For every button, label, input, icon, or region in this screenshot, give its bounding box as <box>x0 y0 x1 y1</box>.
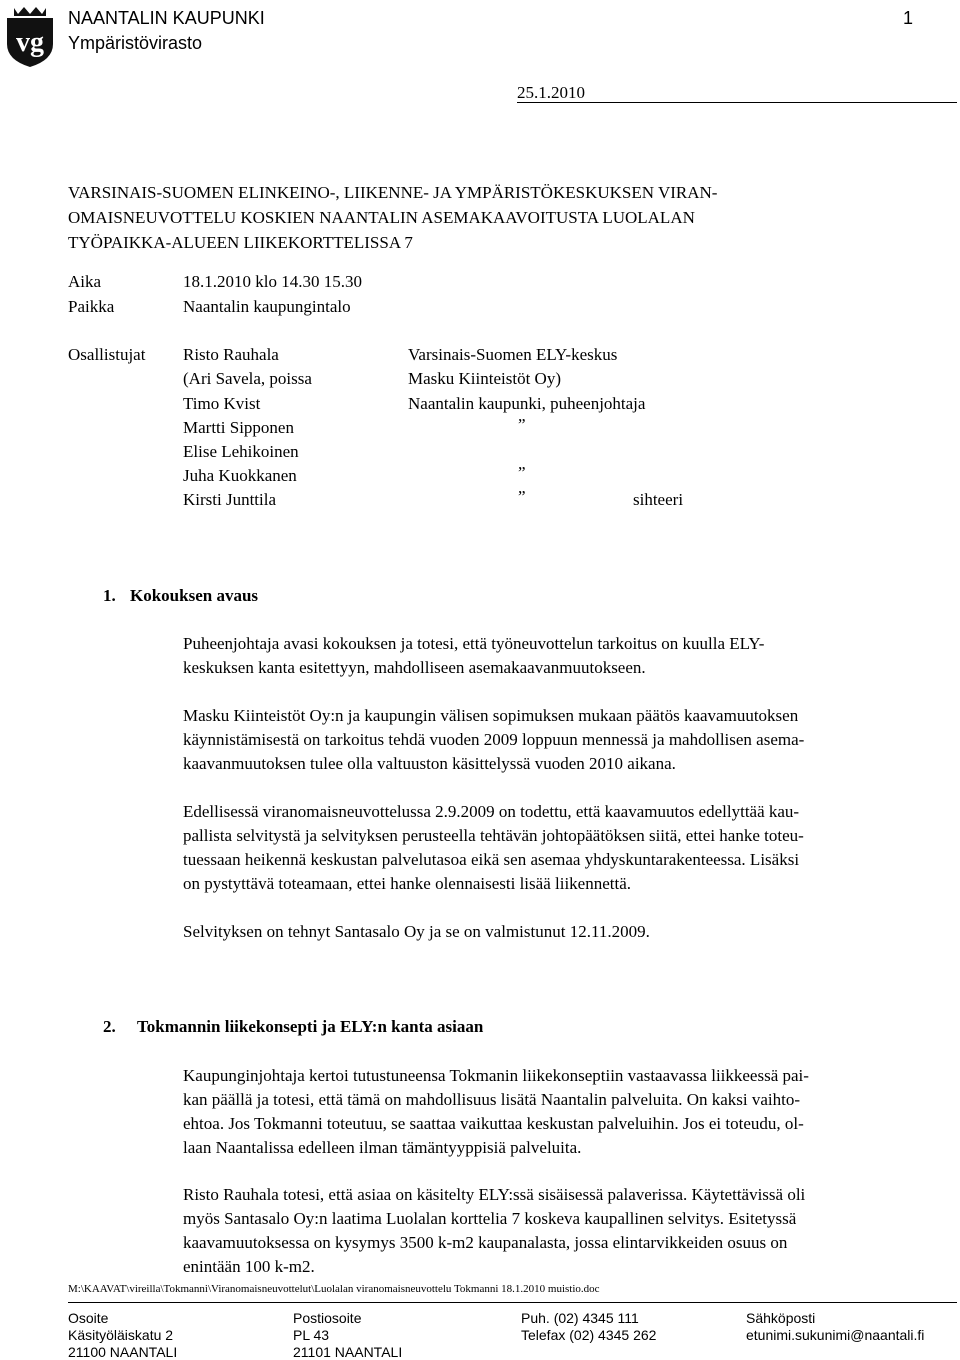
time-label: Aika <box>68 272 102 291</box>
text-line: on pystyttävä toteamaan, ettei hanke olennaisesti lisää liikennettä. <box>183 874 631 893</box>
participant-org: Naantalin kaupunki, puheenjohtaja <box>408 394 646 413</box>
footer-fax: Telefax (02) 4345 262 <box>521 1327 657 1343</box>
footer-address-line: 21100 NAANTALI <box>68 1344 178 1360</box>
section-number: 1. <box>103 586 116 605</box>
title-line: VARSINAIS-SUOMEN ELINKEINO-, LIIKENNE- JA YMPÄRISTÖKESKUKSEN VIRAN- <box>68 183 718 202</box>
participants-label: Osallistujat <box>68 345 146 364</box>
text-line: Kaupunginjohtaja kertoi tutustuneensa Tokmanin liikekonseptiin vastaavassa liikkeessä pai- <box>183 1066 809 1085</box>
text-line: käynnistämisestä on tarkoitus tehdä vuoden 2009 loppuun mennessä ja mahdollisen asema- <box>183 730 805 749</box>
section-number: 2. <box>103 1017 116 1036</box>
text-line: Risto Rauhala totesi, että asiaa on käsitelty ELY:ssä sisäisessä palaverissa. Käytettävissä oli <box>183 1185 806 1204</box>
participant-org: Masku Kiinteistöt Oy) <box>408 369 561 388</box>
document-date: 25.1.2010 <box>517 83 585 102</box>
text-line: Masku Kiinteistöt Oy:n ja kaupungin välisen sopimuksen mukaan päätös kaavamuutoksen <box>183 706 799 725</box>
footer-address-line: Käsityöläiskatu 2 <box>68 1327 174 1343</box>
header-divider <box>517 102 957 103</box>
department-name: Ympäristövirasto <box>68 33 203 53</box>
text-line: myös Santasalo Oy:n laatima Luolalan korttelia 7 koskeva kaupallinen selvitys. Esitetyssä <box>183 1209 797 1228</box>
text-line: laan Naantalissa edelleen ilman tämäntyyppisiä palveluita. <box>183 1138 582 1157</box>
paragraph <box>183 920 943 944</box>
footer-postal-line: 21101 NAANTALI <box>293 1344 403 1360</box>
ditto-mark: ” <box>518 487 526 506</box>
participant-name: Kirsti Junttila <box>183 490 277 509</box>
title-line: OMAISNEUVOTTELU KOSKIEN NAANTALIN ASEMAKAAVOITUSTA LUOLALAN <box>68 208 695 227</box>
ditto-mark: ” <box>518 415 526 434</box>
text-line: Edellisessä viranomaisneuvottelussa 2.9.2009 on todettu, että kaavamuutos edellyttää kau- <box>183 802 800 821</box>
text-line: Puheenjohtaja avasi kokouksen ja totesi, että työneuvottelun tarkoitus on kuulla ELY- <box>183 634 765 653</box>
footer-divider <box>68 1302 957 1303</box>
participant-name: (Ari Savela, poissa <box>183 369 312 388</box>
title-line: TYÖPAIKKA-ALUEEN LIIKEKORTTELISSA 7 <box>68 233 413 252</box>
document-title <box>68 180 717 255</box>
paragraph <box>183 1183 943 1279</box>
text-line: kaavamuutoksessa on kysymys 3500 k-m2 kaupanalasta, jossa elintarvikkeiden osuus on <box>183 1233 788 1252</box>
paragraph <box>183 1064 943 1160</box>
footer-email-heading: Sähköposti <box>746 1310 816 1326</box>
participant-name: Elise Lehikoinen <box>183 442 299 461</box>
section-title: Kokouksen avaus <box>130 586 259 605</box>
footer-postal-heading: Postiosoite <box>293 1310 362 1326</box>
footer-email: etunimi.sukunimi@naantali.fi <box>746 1327 925 1343</box>
file-path: M:\KAAVAT\vireilla\Tokmanni\Viranomaisneuvottelut\Luolalan viranomaisneuvottelu Tokmanni 18.1.2010 muistio.doc <box>68 1283 600 1295</box>
text-line: pallista selvitystä ja selvityksen perusteella tehtävän johtopäätöksen siitä, ettei hanke toteu- <box>183 826 804 845</box>
paragraph <box>183 704 943 776</box>
text-line: enintään 100 k-m2. <box>183 1257 315 1276</box>
text-line: ehtoa. Jos Tokmanni toteutuu, se saattaa vaikuttaa keskustan palveluihin. Jos ei toteudu, ol- <box>183 1114 804 1133</box>
svg-text:vg: vg <box>16 27 44 58</box>
place-label: Paikka <box>68 297 115 316</box>
paragraph <box>183 632 943 680</box>
place-value: Naantalin kaupungintalo <box>183 297 351 316</box>
footer-postal-line: PL 43 <box>293 1327 330 1343</box>
ditto-mark: ” <box>518 463 526 482</box>
page-number: 1 <box>903 8 914 28</box>
text-line: Selvityksen on tehnyt Santasalo Oy ja se on valmistunut 12.11.2009. <box>183 922 650 941</box>
participant-name: Timo Kvist <box>183 394 261 413</box>
text-line: kan päällä ja totesi, että tämä on mahdollisuus lisätä Naantalin palveluita. On kaksi vaihto- <box>183 1090 801 1109</box>
section-title: Tokmannin liikekonsepti ja ELY:n kanta asiaan <box>137 1017 484 1036</box>
participant-name: Martti Sipponen <box>183 418 294 437</box>
organization-name: NAANTALIN KAUPUNKI <box>68 8 265 28</box>
participant-role: sihteeri <box>633 490 684 509</box>
participant-name: Risto Rauhala <box>183 345 279 364</box>
text-line: keskuksen kanta esitettyyn, mahdolliseen asemakaavanmuutokseen. <box>183 658 646 677</box>
footer-address-heading: Osoite <box>68 1310 109 1326</box>
participant-org: Varsinais-Suomen ELY-keskus <box>408 345 618 364</box>
text-line: kaavanmuutoksen tulee olla valtuuston käsittelyssä vuoden 2010 aikana. <box>183 754 676 773</box>
participant-name: Juha Kuokkanen <box>183 466 297 485</box>
time-value: 18.1.2010 klo 14.30 15.30 <box>183 272 362 291</box>
naantali-coat-of-arms-icon <box>4 4 56 68</box>
text-line: tuessaan heikennä keskustan palvelutasoa eikä sen asemaa yhdyskuntarakenteessa. Lisäksi <box>183 850 800 869</box>
footer-phone: Puh. (02) 4345 111 <box>521 1310 639 1326</box>
paragraph <box>183 800 943 896</box>
